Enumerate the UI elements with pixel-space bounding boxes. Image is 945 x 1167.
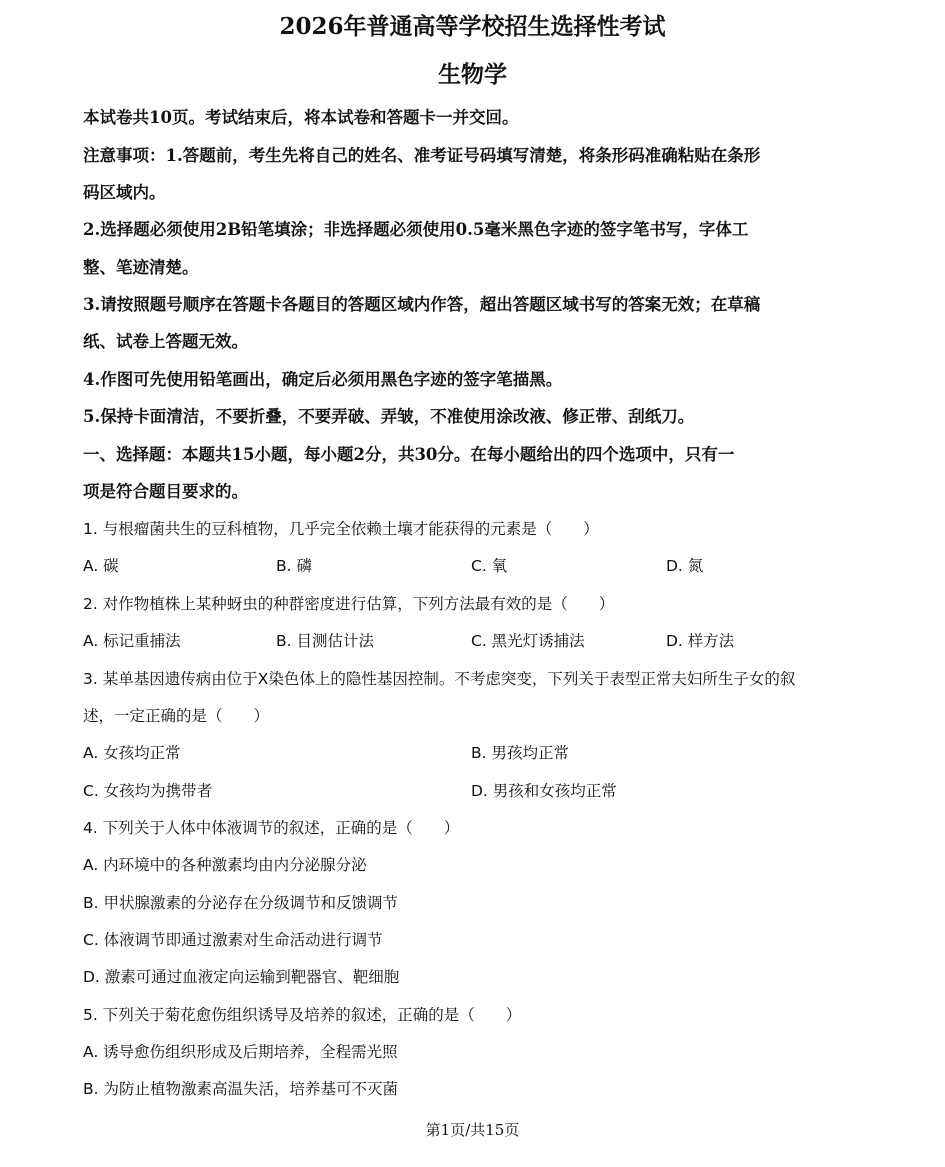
- instruction-line: 2.选择题必须使用2B铅笔填涂；非选择题必须使用0.5毫米黑色字迹的签字笔书写，字体工: [83, 220, 749, 239]
- question-stem: 2. 对作物植株上某种蚜虫的种群密度进行估算，下列方法最有效的是（ ）: [83, 595, 615, 613]
- instruction-line: 5.保持卡面清洁，不要折叠，不要弄破、弄皱，不准使用涂改液、修正带、刮纸刀。: [83, 407, 695, 426]
- option-c: C. 女孩均为携带者: [83, 782, 213, 800]
- instruction-line: 4.作图可先使用铅笔画出，确定后必须用黑色字迹的签字笔描黑。: [83, 370, 563, 389]
- option-d: D. 氮: [666, 557, 704, 575]
- subject-title: 生物学: [438, 61, 507, 88]
- exam-title: 2026年普通高等学校招生选择性考试: [279, 13, 666, 40]
- option-b: B. 为防止植物激素高温失活，培养基可不灭菌: [83, 1080, 398, 1098]
- section-heading: 一、选择题：本题共15小题，每小题2分，共30分。在每小题给出的四个选项中，只有一: [83, 445, 735, 464]
- question-stem: 述，一定正确的是（ ）: [83, 707, 270, 725]
- option-a: A. 碳: [83, 557, 119, 575]
- question-stem: 1. 与根瘤菌共生的豆科植物，几乎完全依赖土壤才能获得的元素是（ ）: [83, 520, 599, 538]
- option-a: A. 标记重捕法: [83, 632, 181, 650]
- option-b: B. 目测估计法: [276, 632, 374, 650]
- instruction-line: 纸、试卷上答题无效。: [83, 332, 248, 351]
- option-c: C. 黑光灯诱捕法: [471, 632, 585, 650]
- page-footer: 第1页/共15页: [425, 1121, 520, 1139]
- section-heading: 项是符合题目要求的。: [83, 482, 248, 501]
- instruction-line: 注意事项：1.答题前，考生先将自己的姓名、准考证号码填写清楚，将条形码准确粘贴在条形: [83, 146, 761, 165]
- option-d: D. 样方法: [666, 632, 735, 650]
- option-a: A. 女孩均正常: [83, 744, 181, 762]
- option-d: D. 激素可通过血液定向运输到靶器官、靶细胞: [83, 968, 400, 986]
- option-c: C. 体液调节即通过激素对生命活动进行调节: [83, 931, 383, 949]
- question-stem: 4. 下列关于人体中体液调节的叙述，正确的是（ ）: [83, 819, 460, 837]
- option-b: B. 男孩均正常: [471, 744, 569, 762]
- option-d: D. 男孩和女孩均正常: [471, 782, 617, 800]
- option-c: C. 氧: [471, 557, 508, 575]
- instruction-line: 本试卷共10页。考试结束后，将本试卷和答题卡一并交回。: [83, 108, 519, 127]
- question-stem: 5. 下列关于菊花愈伤组织诱导及培养的叙述，正确的是（ ）: [83, 1006, 522, 1024]
- option-b: B. 磷: [276, 557, 312, 575]
- instruction-line: 整、笔迹清楚。: [83, 258, 199, 277]
- option-a: A. 诱导愈伤组织形成及后期培养，全程需光照: [83, 1043, 398, 1061]
- question-stem: 3. 某单基因遗传病由位于X染色体上的隐性基因控制。不考虑突变，下列关于表型正常夫妇所生子女的叙: [83, 670, 796, 688]
- option-b: B. 甲状腺激素的分泌存在分级调节和反馈调节: [83, 894, 398, 912]
- instruction-line: 3.请按照题号顺序在答题卡各题目的答题区域内作答，超出答题区域书写的答案无效；在草稿: [83, 295, 761, 314]
- instruction-line: 码区域内。: [83, 183, 166, 202]
- option-a: A. 内环境中的各种激素均由内分泌腺分泌: [83, 856, 367, 874]
